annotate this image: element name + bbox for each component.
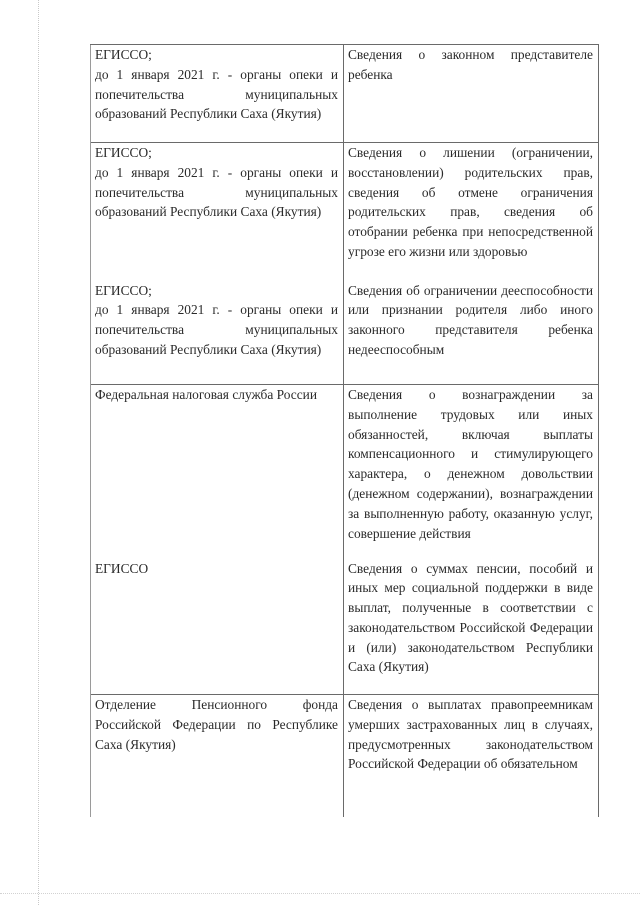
source-text: до 1 января 2021 г. - органы опеки и попечительства муниципальных образований Республики Саха (Якутия) [95,164,342,220]
source-cell [91,281,344,385]
scan-margin-line [38,0,39,905]
source-cell [91,559,344,695]
data-sources-table [90,44,599,817]
table-row [91,45,599,143]
source-text: ЕГИССО [95,560,149,576]
table-row [91,281,599,385]
info-cell [344,559,599,695]
source-cell [91,45,344,143]
info-cell [344,281,599,385]
source-text: Отделение Пенсионного фонда Российской Федерации по Республике Саха (Якутия) [95,697,342,752]
info-text: Сведения о законном представителе ребенка [348,47,597,82]
source-title: ЕГИССО; [95,47,152,62]
info-text: Сведения о выплатах правопреемникам умерших застрахованных лиц в случаях, предусмотренных законодательством Российской Федерации об обязательном [348,697,597,772]
info-cell [344,385,599,559]
source-title: ЕГИССО; [95,282,152,298]
scan-bottom-line [0,893,640,894]
source-cell [91,385,344,559]
info-text: Сведения о вознаграждении за выполнение трудовых или иных обязанностей, включая выплаты компенсационного и стимулирующего характера, о денежном довольствии (денежном содержании), вознаграждении за выполненную работу, оказанную услуг, совершение действия [348,387,597,541]
source-text: до 1 января 2021 г. - органы опеки и попечительства муниципальных образований Республики Саха (Якутия) [95,302,342,357]
source-cell [91,143,344,281]
info-cell [344,695,599,817]
info-cell [344,45,599,143]
table-row [91,385,599,559]
source-text: до 1 января 2021 г. - органы опеки и попечительства муниципальных образований Республики Саха (Якутия) [95,66,342,122]
source-text: Федеральная налоговая служба России [95,387,318,402]
source-title: ЕГИССО; [95,145,152,160]
info-text: Сведения о лишении (ограничении, восстановлении) родительских прав, сведения об отмене ограничения родительских прав, сведения об отобрании ребенка при непосредственной угрозе его жизни или здоровью [348,145,597,259]
info-text: Сведения об ограничении дееспособности или признании родителя либо иного законного представителя ребенка недееспособным [348,282,597,357]
info-text: Сведения о суммах пенсии, пособий и иных мер социальной поддержки в виде выплат, полученные в соответствии с законодательством Российской Федерации и (или) законодательством Республики Саха (Якутия) [348,560,597,675]
table-row [91,143,599,281]
table-row [91,559,599,695]
source-cell [91,695,344,817]
info-cell [344,143,599,281]
table-row [91,695,599,817]
